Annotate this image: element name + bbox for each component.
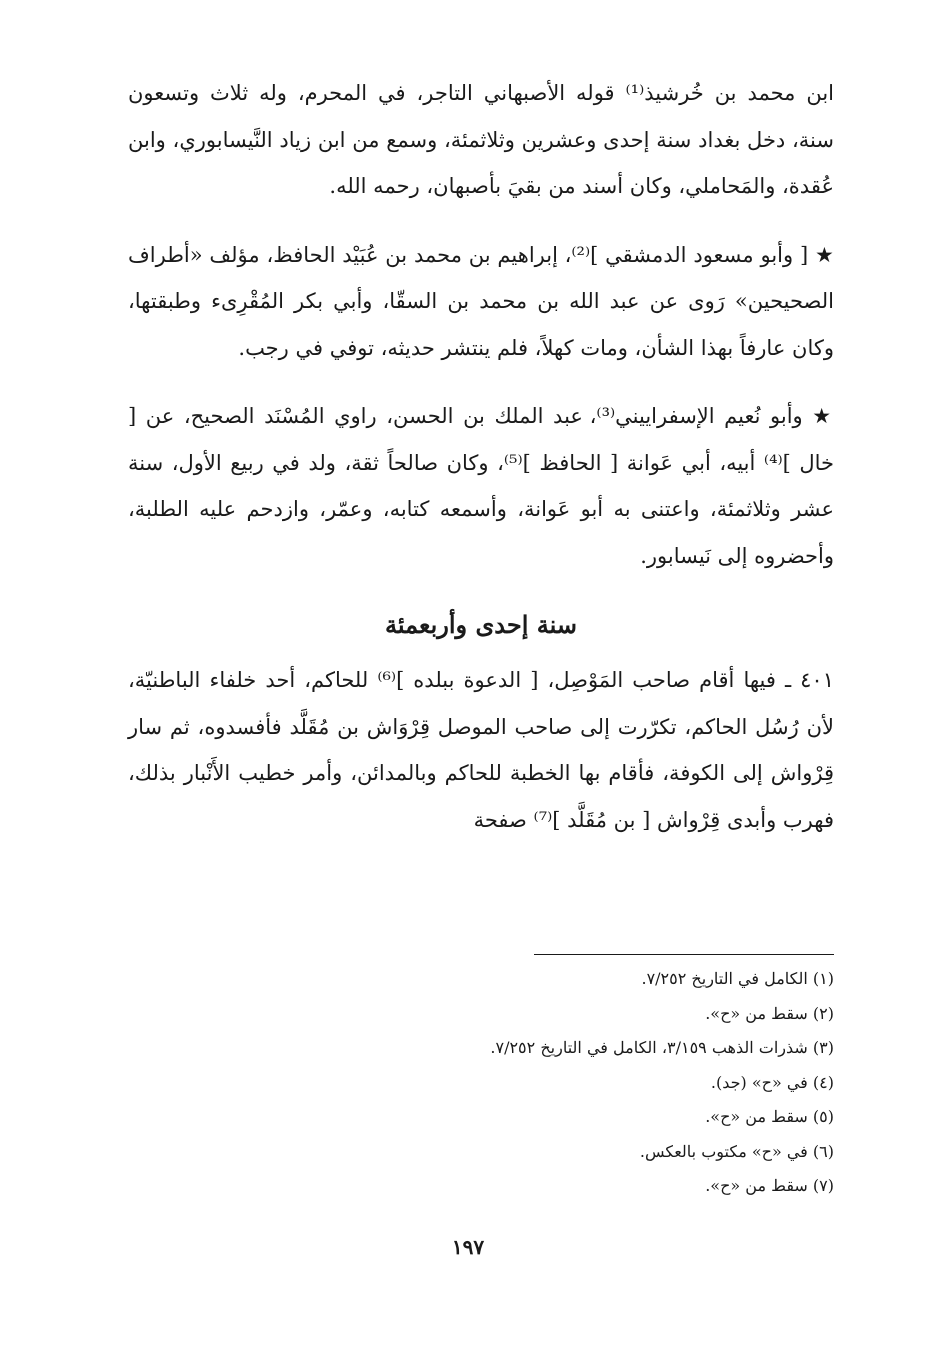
footnotes [334, 962, 834, 1204]
footnote-2: (٢) سقط من «ح». [705, 1003, 834, 1023]
paragraph-abu-masud: ★ [ وأبو مسعود الدمشقي ]⁽²⁾، إبراهيم بن محمد بن عُبَيْد الحافظ، مؤلف «أطراف الصحيحين» رَوى عن عبد الله بن محمد بن السقّا، وأبي بكر المُقْرِىء وطبقتها، وكان عارفاً بهذا الشأن، ومات كهلاً، فلم ينتشر حديثه، توفي في رجب. [128, 242, 834, 360]
paragraph-abu-nuaym: ★ وأبو نُعيم الإسفراييني⁽³⁾، عبد الملك بن الحسن، راوي المُسْنَد الصحيح، عن [ خال ]⁽⁴⁾ أبيه، أبي عَوانة [ الحافظ ]⁽⁵⁾، وكان صالحاً ثقة، ولد في ربيع الأول، سنة عشر وثلاثمئة، واعتنى به أبو عَوانة، وأسمعه كتابه، وعمّر، وازدحم عليه الطلبة، وأحضروه إلى نَيسابور. [128, 404, 835, 568]
page-body [128, 70, 834, 843]
footnote-1: (١) الكامل في التاريخ ٧/٢٥٢. [641, 969, 834, 988]
footnote-7: (٧) سقط من «ح». [705, 1176, 834, 1195]
footnote-6: (٦) في «ح» مكتوب بالعكس. [639, 1141, 834, 1161]
footnote-separator [534, 954, 834, 955]
footnote-5: (٥) سقط من «ح». [705, 1107, 834, 1126]
section-heading: سنة إحدى وأربعمئة [385, 610, 577, 639]
paragraph-ibn-khurshidh: ابن محمد بن خُرشيذ⁽¹⁾ قوله الأصبهاني التاجر، في المحرم، وله ثلاث وتسعون سنة، دخل بغداد سنة إحدى وعشرين وثلاثمئة، وسمع من ابن زياد النَّيسابوري، وابن عُقدة، والمَحاملي، وكان أسند من بقيَ بأصبهان، رحمه الله. [128, 81, 834, 198]
paragraph-entry-401: ٤٠١ ـ فيها أقام صاحب المَوْصِل، [ الدعوة ببلده ]⁽⁶⁾ للحاكم، أحد خلفاء الباطنيّة، لأن رُسُل الحاكم، تكرّرت إلى صاحب الموصل قِرْوَاش بن مُقَلَّد فأفسدوه، ثم سار قِرْواش إلى الكوفة، فأقام بها الخطبة للحاكم وبالمدائن، وأمر خطيب الأَنْبار بذلك، فهرب وأبدى قِرْواش [ بن مُقَلَّد ]⁽⁷⁾ صفحة [128, 668, 834, 832]
footnote-3: (٣) شذرات الذهب ٣/١٥٩، الكامل في التاريخ ٧/٢٥٢. [490, 1038, 834, 1057]
footnote-4: (٤) في «ح» (جد). [710, 1072, 834, 1092]
page-number: ١٩٧ [451, 1235, 485, 1259]
